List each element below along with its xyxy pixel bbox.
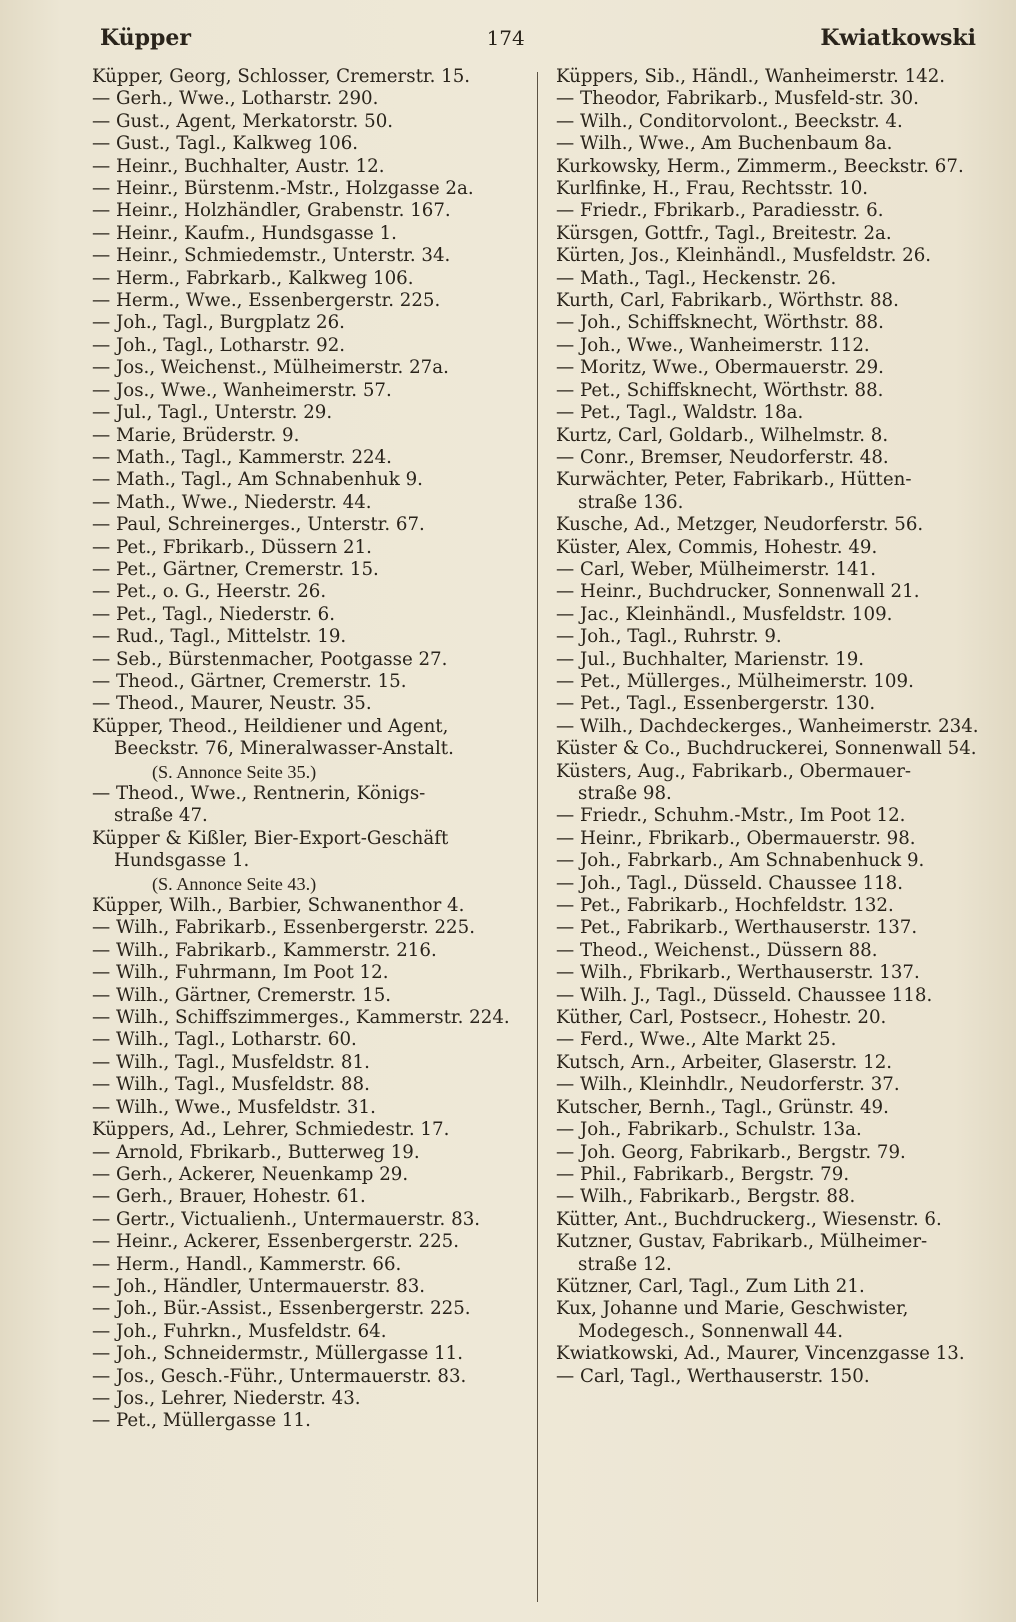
- directory-entry: Beeckstr. 76, Mineralwasser-Anstalt.: [114, 738, 454, 760]
- header-right-keyword: Kwiatkowski: [820, 25, 976, 51]
- directory-entry: Kutsch, Arn., Arbeiter, Glaserstr. 12.: [556, 1051, 893, 1073]
- directory-entry: — Theod., Wwe., Rentnerin, Königs-: [92, 783, 426, 804]
- directory-entry: Küpper, Georg, Schlosser, Cremerstr. 15.: [92, 66, 471, 87]
- directory-entry: Kützner, Carl, Tagl., Zum Lith 21.: [556, 1275, 865, 1297]
- directory-entry: — Wilh., Schiffszimmerges., Kammerstr. 224.: [92, 1007, 510, 1029]
- directory-entry: — Conr., Bremser, Neudorferstr. 48.: [556, 446, 889, 468]
- directory-entry: — Joh., Wwe., Wanheimerstr. 112.: [556, 334, 870, 356]
- directory-entry: Küppers, Ad., Lehrer, Schmiedestr. 17.: [92, 1119, 450, 1141]
- directory-entry: — Wilh., Wwe., Musfeldstr. 31.: [92, 1096, 376, 1118]
- directory-entry: — Wilh., Tagl., Musfeldstr. 81.: [92, 1051, 370, 1073]
- page-number: 174: [486, 26, 525, 50]
- directory-entry: — Theod., Maurer, Neustr. 35.: [92, 693, 372, 715]
- directory-entry: — Wilh., Fuhrmann, Im Poot 12.: [92, 962, 389, 984]
- directory-entry: — Gerh., Ackerer, Neuenkamp 29.: [92, 1163, 409, 1185]
- directory-entry: — Pet., Schiffsknecht, Wörthstr. 88.: [556, 379, 884, 401]
- directory-entry: — Joh., Tagl., Düsseld. Chaussee 118.: [556, 872, 904, 894]
- directory-entry: — Joh., Bür.-Assist., Essenbergerstr. 225.: [92, 1298, 471, 1320]
- directory-entry: — Joh., Fuhrkn., Musfeldstr. 64.: [92, 1320, 387, 1342]
- directory-entry: (S. Annonce Seite 35.): [152, 761, 317, 782]
- directory-entry: — Marie, Brüderstr. 9.: [92, 424, 300, 446]
- directory-entry: Küster & Co., Buchdruckerei, Sonnenwall 54.: [556, 738, 977, 760]
- directory-entry: — Pet., Müllergasse 11.: [92, 1410, 311, 1432]
- directory-entry: — Carl, Tagl., Werthauserstr. 150.: [556, 1365, 870, 1387]
- directory-entry: — Heinr., Schmiedemstr., Unterstr. 34.: [92, 245, 451, 267]
- directory-entry: — Gertr., Victualienh., Untermauerstr. 83.: [92, 1208, 481, 1230]
- directory-entry: — Wilh. J., Tagl., Düsseld. Chaussee 118.: [556, 984, 933, 1006]
- directory-entry: — Pet., Fabrikarb., Hochfeldstr. 132.: [556, 895, 894, 917]
- directory-entry: Küsters, Aug., Fabrikarb., Obermauer-: [556, 760, 912, 782]
- directory-entry: — Phil., Fabrikarb., Bergstr. 79.: [556, 1163, 850, 1185]
- directory-entry: Modegesch., Sonnenwall 44.: [578, 1320, 844, 1342]
- directory-entry: — Friedr., Schuhm.-Mstr., Im Poot 12.: [556, 805, 906, 827]
- directory-entry: — Wilh., Fabrikarb., Essenbergerstr. 225.: [92, 917, 475, 939]
- directory-entry: — Heinr., Buchhalter, Austr. 12.: [92, 155, 385, 177]
- directory-entry: — Math., Tagl., Am Schnabenhuk 9.: [92, 469, 423, 491]
- directory-entry: straße 136.: [578, 491, 684, 513]
- directory-entry: — Jos., Gesch.-Führ., Untermauerstr. 83.: [92, 1365, 467, 1387]
- directory-entry: — Rud., Tagl., Mittelstr. 19.: [92, 626, 347, 648]
- directory-entry: — Pet., Fabrikarb., Werthauserstr. 137.: [556, 917, 918, 939]
- directory-entry: Kwiatkowski, Ad., Maurer, Vincenzgasse 13.: [556, 1343, 965, 1365]
- directory-entry: Küppers, Sib., Händl., Wanheimerstr. 142.: [556, 66, 946, 87]
- directory-entry: Kurwächter, Peter, Fabrikarb., Hütten-: [556, 469, 912, 491]
- directory-entry: — Pet., Tagl., Waldstr. 18a.: [556, 402, 804, 424]
- directory-entry: — Joh., Tagl., Lotharstr. 92.: [92, 334, 346, 356]
- page-header: [100, 16, 976, 60]
- directory-entry: Küster, Alex, Commis, Hohestr. 49.: [556, 536, 878, 558]
- directory-entry: straße 98.: [578, 783, 672, 804]
- directory-entry: — Wilh., Gärtner, Cremerstr. 15.: [92, 984, 392, 1006]
- directory-entry: — Pet., Gärtner, Cremerstr. 15.: [92, 558, 379, 580]
- directory-entry: Küpper & Kißler, Bier-Export-Geschäft: [92, 827, 449, 849]
- directory-entry: — Heinr., Holzhändler, Grabenstr. 167.: [92, 200, 451, 222]
- directory-entry: Kurkowsky, Herm., Zimmerm., Beeckstr. 67.: [556, 155, 964, 177]
- directory-entry: — Pet., Müllerges., Mülheimerstr. 109.: [556, 670, 914, 692]
- directory-entry: — Friedr., Fbrikarb., Paradiesstr. 6.: [556, 200, 884, 222]
- directory-entry: — Joh., Händler, Untermauerstr. 83.: [92, 1275, 426, 1297]
- directory-entry: — Jos., Wwe., Wanheimerstr. 57.: [92, 379, 392, 401]
- directory-entry: — Jul., Tagl., Unterstr. 29.: [92, 402, 333, 424]
- directory-entry: Kusche, Ad., Metzger, Neudorferstr. 56.: [556, 514, 924, 536]
- directory-entry: — Arnold, Fbrikarb., Butterweg 19.: [92, 1141, 420, 1163]
- directory-entry: — Joh., Fabrkarb., Am Schnabenhuck 9.: [556, 850, 925, 872]
- directory-entry: — Paul, Schreinerges., Unterstr. 67.: [92, 514, 425, 536]
- column-divider: [537, 72, 538, 1602]
- directory-entry: — Herm., Wwe., Essenbergerstr. 225.: [92, 290, 441, 312]
- directory-entry: — Gerh., Wwe., Lotharstr. 290.: [92, 88, 379, 110]
- directory-entry: — Theod., Weichenst., Düssern 88.: [556, 939, 878, 961]
- directory-entry: — Joh., Schneidermstr., Müllergasse 11.: [92, 1343, 463, 1365]
- directory-entry: Kütter, Ant., Buchdruckerg., Wiesenstr. 6.: [556, 1208, 942, 1230]
- directory-entry: — Pet., Fbrikarb., Düssern 21.: [92, 536, 372, 558]
- directory-entry: — Math., Tagl., Kammerstr. 224.: [92, 446, 392, 468]
- directory-entry: — Jos., Weichenst., Mülheimerstr. 27a.: [92, 357, 449, 379]
- directory-entry: straße 12.: [578, 1253, 672, 1275]
- directory-entry: — Wilh., Dachdeckerges., Wanheimerstr. 234.: [556, 715, 979, 737]
- directory-entry: — Jos., Lehrer, Niederstr. 43.: [92, 1387, 361, 1409]
- directory-entry: Kürsgen, Gottfr., Tagl., Breitestr. 2a.: [556, 222, 892, 244]
- directory-entry: — Jac., Kleinhändl., Musfeldstr. 109.: [556, 603, 893, 625]
- directory-entry: Kurlfinke, H., Frau, Rechtsstr. 10.: [556, 178, 869, 200]
- directory-entry: straße 47.: [114, 805, 208, 827]
- directory-entry: — Wilh., Fabrikarb., Bergstr. 88.: [556, 1186, 856, 1208]
- directory-entry: — Joh., Fabrikarb., Schulstr. 13a.: [556, 1119, 862, 1141]
- directory-entry: — Heinr., Ackerer, Essenbergerstr. 225.: [92, 1231, 459, 1253]
- directory-entry: — Pet., Tagl., Essenbergerstr. 130.: [556, 693, 876, 715]
- directory-entry: — Heinr., Kaufm., Hundsgasse 1.: [92, 222, 397, 244]
- directory-entry: — Moritz, Wwe., Obermauerstr. 29.: [556, 357, 884, 379]
- directory-entry: — Wilh., Wwe., Am Buchenbaum 8a.: [556, 133, 893, 155]
- header-left-keyword: Küpper: [100, 25, 191, 51]
- directory-entry: — Heinr., Fbrikarb., Obermauerstr. 98.: [556, 827, 916, 849]
- directory-entry: — Seb., Bürstenmacher, Pootgasse 27.: [92, 648, 448, 670]
- directory-entry: — Herm., Fabrkarb., Kalkweg 106.: [92, 267, 414, 289]
- right-column: [556, 66, 996, 1388]
- directory-entry: (S. Annonce Seite 43.): [152, 873, 317, 894]
- directory-entry: — Herm., Handl., Kammerstr. 66.: [92, 1253, 402, 1275]
- directory-entry: — Ferd., Wwe., Alte Markt 25.: [556, 1029, 837, 1051]
- directory-entry: Küther, Carl, Postsecr., Hohestr. 20.: [556, 1007, 887, 1029]
- directory-entry: Küpper, Wilh., Barbier, Schwanenthor 4.: [92, 895, 465, 917]
- directory-entry: — Jul., Buchhalter, Marienstr. 19.: [556, 648, 865, 670]
- directory-entry: — Joh., Schiffsknecht, Wörthstr. 88.: [556, 312, 884, 334]
- directory-entry: Küpper, Theod., Heildiener und Agent,: [92, 715, 449, 737]
- directory-entry: — Math., Wwe., Niederstr. 44.: [92, 491, 372, 513]
- directory-entry: — Gust., Agent, Merkatorstr. 50.: [92, 110, 394, 132]
- directory-entry: — Joh., Tagl., Ruhrstr. 9.: [556, 626, 782, 648]
- directory-entry: — Theodor, Fabrikarb., Musfeld-str. 30.: [556, 88, 919, 110]
- directory-entry: Hundsgasse 1.: [114, 850, 250, 872]
- directory-entry: — Joh. Georg, Fabrikarb., Bergstr. 79.: [556, 1141, 906, 1163]
- directory-entry: — Wilh., Kleinhdlr., Neudorferstr. 37.: [556, 1074, 900, 1096]
- directory-entry: Kurtz, Carl, Goldarb., Wilhelmstr. 8.: [556, 424, 889, 446]
- directory-entry: — Wilh., Fabrikarb., Kammerstr. 216.: [92, 939, 437, 961]
- directory-entry: Kux, Johanne und Marie, Geschwister,: [556, 1298, 909, 1320]
- directory-entry: Kutscher, Bernh., Tagl., Grünstr. 49.: [556, 1096, 889, 1118]
- directory-entry: — Wilh., Tagl., Musfeldstr. 88.: [92, 1074, 370, 1096]
- directory-entry: — Wilh., Fbrikarb., Werthauserstr. 137.: [556, 962, 920, 984]
- directory-entry: Kutzner, Gustav, Fabrikarb., Mülheimer-: [556, 1231, 928, 1253]
- directory-entry: Kürten, Jos., Kleinhändl., Musfeldstr. 26.: [556, 245, 932, 267]
- directory-entry: — Pet., o. G., Heerstr. 26.: [92, 581, 327, 603]
- directory-entry: — Wilh., Tagl., Lotharstr. 60.: [92, 1029, 357, 1051]
- directory-entry: — Gerh., Brauer, Hohestr. 61.: [92, 1186, 366, 1208]
- directory-entry: — Pet., Tagl., Niederstr. 6.: [92, 603, 336, 625]
- directory-entry: — Joh., Tagl., Burgplatz 26.: [92, 312, 345, 334]
- directory-entry: Kurth, Carl, Fabrikarb., Wörthstr. 88.: [556, 290, 899, 312]
- directory-entry: — Gust., Tagl., Kalkweg 106.: [92, 133, 359, 155]
- directory-entry: — Wilh., Conditorvolont., Beeckstr. 4.: [556, 110, 903, 132]
- directory-entry: — Heinr., Buchdrucker, Sonnenwall 21.: [556, 581, 920, 603]
- left-column: [92, 66, 532, 1433]
- directory-entry: — Math., Tagl., Heckenstr. 26.: [556, 267, 837, 289]
- directory-entry: — Theod., Gärtner, Cremerstr. 15.: [92, 670, 407, 692]
- directory-entry: — Carl, Weber, Mülheimerstr. 141.: [556, 558, 876, 580]
- directory-entry: — Heinr., Bürstenm.-Mstr., Holzgasse 2a.: [92, 178, 474, 200]
